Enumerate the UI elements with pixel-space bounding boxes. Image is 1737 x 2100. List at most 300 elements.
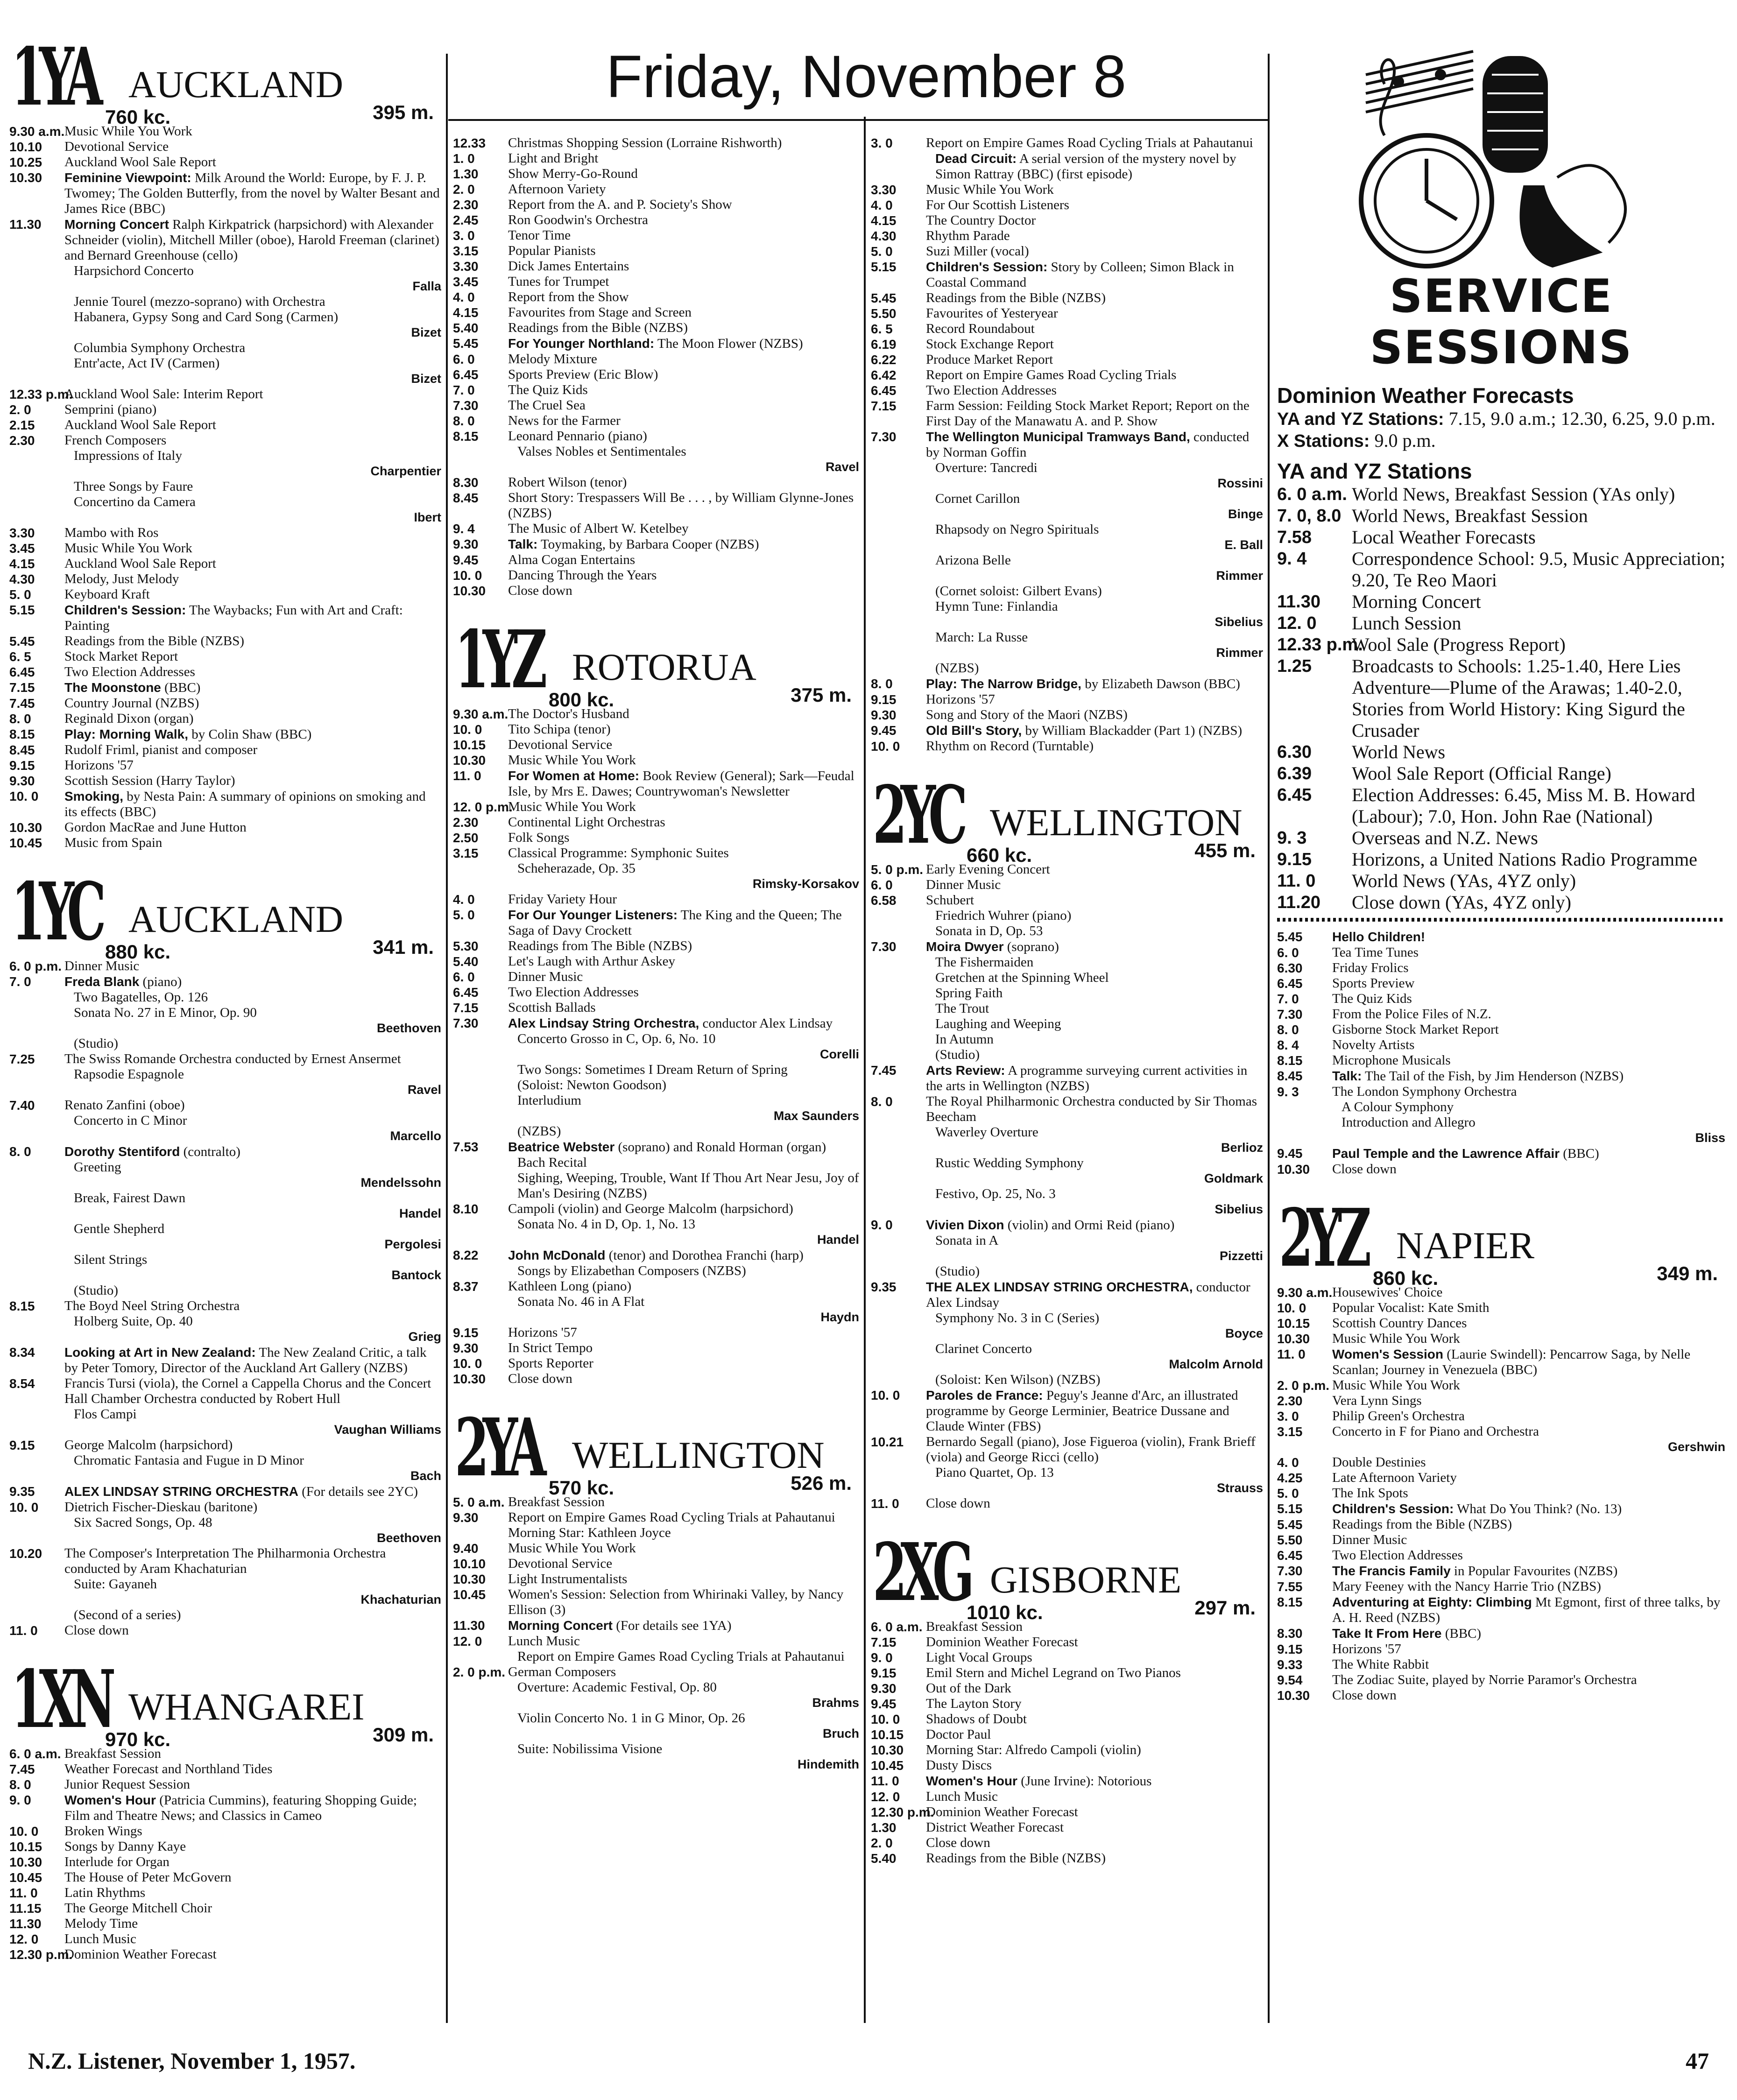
entry-time: 7.15 bbox=[871, 1635, 897, 1649]
programme-entry bbox=[871, 1016, 1263, 1032]
programme-entry bbox=[453, 1062, 859, 1078]
programme-entry bbox=[9, 1098, 441, 1113]
column-4 bbox=[1277, 47, 1725, 1715]
entry-description: Piano Quartet, Op. 13 bbox=[935, 1465, 1054, 1480]
entry-time: 8. 0 bbox=[871, 677, 893, 691]
entry-description: Two Songs: Sometimes I Dream Return of Spring bbox=[517, 1062, 788, 1077]
station-header bbox=[453, 611, 859, 711]
entry-description: George Malcolm (harpsichord) bbox=[64, 1438, 233, 1452]
entry-description: The Swiss Romande Orchestra conducted by Ernest Ansermet bbox=[64, 1051, 401, 1066]
programme-entry bbox=[9, 1777, 441, 1792]
entry-text bbox=[64, 835, 441, 851]
entry-text bbox=[926, 661, 1263, 676]
entry-text bbox=[1332, 1579, 1725, 1594]
programme-entry bbox=[871, 352, 1263, 367]
entry-time: 9.30 bbox=[453, 1341, 479, 1355]
programme-entry bbox=[1277, 1099, 1725, 1115]
station-frequency: 760 kc. bbox=[105, 106, 171, 128]
entry-text bbox=[1332, 1672, 1725, 1688]
entry-description: March: La Russe bbox=[935, 630, 1028, 645]
entry-description: Lunch Music bbox=[64, 1931, 136, 1946]
entry-description: Ron Goodwin's Orchestra bbox=[508, 212, 649, 227]
programme-entry bbox=[453, 737, 859, 753]
entry-composer: Rimmer bbox=[1216, 569, 1263, 583]
programme-entry bbox=[871, 1125, 1263, 1156]
programme-entry bbox=[453, 259, 859, 274]
entry-time: 4. 0 bbox=[1277, 1455, 1299, 1470]
entry-description: Readings from The Bible (NZBS) bbox=[508, 938, 692, 953]
entry-description: (For details see 1YA) bbox=[616, 1618, 732, 1633]
programme-entry bbox=[1277, 1642, 1725, 1657]
entry-description: Music from Spain bbox=[64, 835, 162, 850]
entry-description: Auckland Wool Sale: Interim Report bbox=[64, 387, 263, 402]
service-time: 9. 4 bbox=[1277, 549, 1307, 569]
programme-entry bbox=[9, 1376, 441, 1407]
entry-text bbox=[64, 571, 441, 587]
entry-description: Devotional Service bbox=[508, 737, 613, 752]
entry-text bbox=[508, 320, 859, 336]
entry-description: The Layton Story bbox=[926, 1696, 1022, 1711]
entry-time: 10.30 bbox=[9, 170, 42, 185]
programme-entry bbox=[453, 1634, 859, 1649]
entry-text bbox=[64, 820, 441, 835]
programme-entry bbox=[871, 1264, 1263, 1279]
entry-text bbox=[1332, 1068, 1725, 1084]
entry-text bbox=[508, 938, 859, 954]
entry-time: 5. 0 p.m. bbox=[871, 862, 924, 877]
programme-entry bbox=[871, 259, 1263, 290]
weather-times: 9.0 p.m. bbox=[1374, 430, 1436, 451]
programme-entry bbox=[871, 1835, 1263, 1851]
entry-time: 8.45 bbox=[1277, 1069, 1303, 1083]
entry-text bbox=[64, 1298, 441, 1314]
entry-description: Late Afternoon Variety bbox=[1332, 1470, 1457, 1485]
entry-time: 2.30 bbox=[1277, 1394, 1303, 1408]
station-header bbox=[9, 1650, 441, 1750]
programme-entry bbox=[453, 1587, 859, 1618]
programme-entry bbox=[1277, 929, 1725, 945]
entry-text bbox=[64, 1191, 441, 1206]
programme-entry bbox=[453, 892, 859, 907]
station-header bbox=[1277, 1189, 1725, 1289]
entry-description: Popular Vocalist: Kate Smith bbox=[1332, 1300, 1490, 1315]
entry-time: 8.45 bbox=[9, 743, 35, 757]
entry-description: Hymn Tune: Finlandia bbox=[935, 599, 1058, 614]
entry-description: The London Symphony Orchestra bbox=[1332, 1084, 1517, 1099]
entry-description: Introduction and Allegro bbox=[1342, 1115, 1476, 1130]
entry-composer: Bach bbox=[410, 1469, 441, 1483]
entry-title: Dead Circuit: bbox=[935, 151, 1017, 166]
service-entry bbox=[1277, 870, 1725, 892]
entry-time: 8.15 bbox=[1277, 1595, 1303, 1609]
entry-title: Adventuring at Eighty: Climbing bbox=[1332, 1595, 1532, 1609]
entry-description: Close down bbox=[926, 1496, 990, 1511]
station-wavelength: 341 m. bbox=[373, 936, 434, 958]
programme-entry bbox=[1277, 1037, 1725, 1053]
entry-text bbox=[64, 417, 441, 433]
entry-time: 6. 0 a.m. bbox=[9, 1747, 61, 1761]
entry-description: Dietrich Fischer-Dieskau (baritone) bbox=[64, 1500, 258, 1515]
entry-text bbox=[64, 773, 441, 789]
entry-title: Smoking, bbox=[64, 789, 124, 803]
entry-text bbox=[1332, 1626, 1725, 1642]
service-text: Local Weather Forecasts bbox=[1352, 527, 1536, 548]
entry-description: Rhythm on Record (Turntable) bbox=[926, 739, 1094, 754]
entry-description: (Laurie Swindell): Pencarrow Saga, by Nelle Scanlan; Journey in Venezuela (BBC) bbox=[1332, 1347, 1691, 1377]
entry-description: Breakfast Session bbox=[64, 1746, 161, 1761]
programme-entry bbox=[453, 151, 859, 166]
entry-text bbox=[508, 243, 859, 259]
entry-description: Cornet Carillon bbox=[935, 491, 1020, 506]
programme-entry bbox=[453, 1093, 859, 1124]
programme-entry bbox=[9, 556, 441, 571]
entry-description: Keyboard Kraft bbox=[64, 587, 150, 602]
entry-description: Classical Programme: Symphonic Suites bbox=[508, 846, 729, 860]
entry-text bbox=[926, 213, 1263, 228]
entry-time: 2.30 bbox=[453, 815, 479, 830]
entry-time: 10.15 bbox=[871, 1727, 904, 1742]
entry-description: Sonata in D, Op. 53 bbox=[935, 923, 1043, 938]
entry-time: 9.54 bbox=[1277, 1673, 1303, 1687]
programme-entry bbox=[453, 444, 859, 475]
entry-description: by William Blackadder (Part 1) (NZBS) bbox=[1025, 723, 1243, 738]
entry-text bbox=[508, 1294, 859, 1310]
programme-entry bbox=[1277, 1084, 1725, 1099]
entry-description: Sonata No. 4 in D, Op. 1, No. 13 bbox=[517, 1217, 696, 1232]
programme-entry bbox=[1277, 1501, 1725, 1517]
service-text: Wool Sale (Progress Report) bbox=[1352, 634, 1566, 655]
station-callsign: 2YZ bbox=[1279, 1191, 1365, 1285]
entry-text bbox=[64, 263, 441, 279]
entry-time: 7.30 bbox=[453, 1016, 479, 1030]
entry-time: 2. 0 p.m. bbox=[1277, 1378, 1330, 1393]
service-time: 11.30 bbox=[1277, 592, 1320, 612]
entry-description: Show Merry-Go-Round bbox=[508, 166, 638, 181]
programme-entry bbox=[9, 1901, 441, 1916]
service-time: 12.33 p.m. bbox=[1277, 635, 1363, 655]
entry-description: (Cornet soloist: Gilbert Evans) bbox=[935, 584, 1102, 599]
entry-text bbox=[64, 1947, 441, 1962]
entry-text bbox=[1332, 1424, 1725, 1439]
programme-entry bbox=[871, 707, 1263, 723]
entry-time: 10.45 bbox=[9, 836, 42, 850]
entry-description: Report from the Show bbox=[508, 289, 629, 304]
entry-text bbox=[508, 336, 859, 352]
entry-time: 5.40 bbox=[453, 321, 479, 335]
programme-entry bbox=[9, 1484, 441, 1500]
entry-composer: Rimmer bbox=[1216, 646, 1263, 660]
programme-entry bbox=[453, 243, 859, 259]
entry-description: The Doctor's Husband bbox=[508, 706, 629, 721]
entry-description: Broken Wings bbox=[64, 1824, 142, 1839]
column-2 bbox=[453, 135, 859, 1784]
entry-composer: Beethoven bbox=[376, 1531, 441, 1545]
entry-text bbox=[1332, 960, 1725, 976]
programme-entry bbox=[871, 228, 1263, 244]
programme-entry bbox=[453, 815, 859, 830]
service-entry bbox=[1277, 655, 1725, 741]
entry-title: Dorothy Stentiford bbox=[64, 1144, 180, 1159]
entry-text bbox=[926, 1742, 1263, 1758]
entry-title: Play: Morning Walk, bbox=[64, 727, 188, 741]
entry-description: Favourites from Stage and Screen bbox=[508, 305, 692, 320]
entry-description: The Royal Philharmonic Orchestra conducted by Sir Thomas Beecham bbox=[926, 1094, 1257, 1124]
entry-description: Spring Faith bbox=[935, 986, 1003, 1001]
programme-entry bbox=[871, 1758, 1263, 1773]
programme-entry bbox=[453, 583, 859, 599]
entry-text bbox=[1332, 1393, 1725, 1409]
programme-entry bbox=[871, 923, 1263, 939]
service-time: 6. 0 a.m. bbox=[1277, 485, 1347, 504]
station-frequency: 800 kc. bbox=[549, 689, 614, 711]
entry-time: 4.30 bbox=[9, 572, 35, 586]
entry-description: Housewives' Choice bbox=[1332, 1285, 1443, 1300]
service-entry bbox=[1277, 591, 1725, 613]
entry-description: The Waybacks; Fun with Art and Craft: Painting bbox=[64, 603, 403, 633]
weather-label: X Stations: bbox=[1277, 431, 1370, 451]
entry-time: 10. 0 bbox=[9, 789, 39, 803]
entry-title: The Francis Family bbox=[1332, 1564, 1451, 1578]
programme-entry bbox=[9, 1870, 441, 1885]
entry-composer: Beethoven bbox=[376, 1021, 441, 1035]
entry-text bbox=[508, 475, 859, 490]
programme-entry bbox=[1277, 1146, 1725, 1162]
programme-entry bbox=[9, 571, 441, 587]
entry-time: 5. 0 bbox=[453, 908, 475, 922]
programme-entry bbox=[453, 182, 859, 197]
programme-entry bbox=[1277, 1053, 1725, 1068]
programme-entry bbox=[9, 263, 441, 294]
entry-time: 8.30 bbox=[1277, 1626, 1303, 1641]
entry-text bbox=[508, 552, 859, 568]
weather-heading: Dominion Weather Forecasts bbox=[1277, 383, 1574, 408]
entry-time: 2.30 bbox=[9, 433, 35, 448]
programme-entry bbox=[453, 1510, 859, 1541]
entry-time: 7.25 bbox=[9, 1052, 35, 1066]
entry-text bbox=[64, 1623, 441, 1638]
entry-composer: Rossini bbox=[1217, 476, 1263, 490]
entry-time: 9.30 bbox=[453, 1510, 479, 1525]
station-header bbox=[9, 863, 441, 963]
entry-description: Dancing Through the Years bbox=[508, 568, 657, 583]
entry-text bbox=[64, 789, 441, 820]
entry-text bbox=[64, 541, 441, 556]
entry-time: 10.30 bbox=[453, 1372, 486, 1386]
entry-title: Talk: bbox=[1332, 1069, 1362, 1083]
programme-entry bbox=[453, 1170, 859, 1201]
entry-description: conducted by Norman Goffin bbox=[926, 430, 1250, 460]
entry-time: 5.15 bbox=[871, 260, 897, 274]
entry-composer: Ravel bbox=[825, 460, 859, 474]
entry-text bbox=[64, 1252, 441, 1268]
entry-text bbox=[64, 1931, 441, 1947]
entry-time: 7.55 bbox=[1277, 1579, 1303, 1594]
entry-text bbox=[926, 1465, 1263, 1480]
station-city: WELLINGTON bbox=[990, 801, 1243, 844]
programme-entry bbox=[871, 321, 1263, 337]
entry-text bbox=[64, 587, 441, 602]
station-callsign: 1YZ bbox=[455, 613, 541, 706]
programme-entry bbox=[1277, 960, 1725, 976]
programme-entry bbox=[453, 753, 859, 768]
entry-description: The Boyd Neel String Orchestra bbox=[64, 1298, 240, 1313]
entry-text bbox=[508, 1340, 859, 1356]
programme-entry bbox=[9, 1252, 441, 1283]
entry-time: 10.15 bbox=[9, 1839, 42, 1854]
entry-text bbox=[926, 151, 1263, 182]
programme-entry bbox=[871, 398, 1263, 429]
station-2xg bbox=[871, 1523, 1263, 1866]
service-text: World News, Breakfast Session (YAs only) bbox=[1352, 484, 1675, 505]
entry-text bbox=[1332, 1688, 1725, 1703]
entry-composer: Handel bbox=[817, 1233, 859, 1247]
entry-composer: E. Ball bbox=[1224, 538, 1263, 552]
entry-text bbox=[1332, 1501, 1725, 1517]
service-time: 1.25 bbox=[1277, 656, 1312, 676]
station-1ya bbox=[9, 28, 441, 851]
entry-text bbox=[508, 182, 859, 197]
entry-description: The Country Doctor bbox=[926, 213, 1036, 228]
entry-description: Gisborne Stock Market Report bbox=[1332, 1022, 1499, 1037]
entry-text bbox=[508, 1155, 859, 1170]
service-time: 7. 0, 8.0 bbox=[1277, 506, 1342, 526]
entry-time: 6.45 bbox=[453, 985, 479, 1000]
entry-text bbox=[926, 1727, 1263, 1742]
entry-text bbox=[926, 1712, 1263, 1727]
entry-time: 4.30 bbox=[871, 229, 897, 243]
entry-time: 9.30 bbox=[9, 774, 35, 788]
entry-text bbox=[64, 634, 441, 649]
programme-entry bbox=[871, 306, 1263, 321]
entry-description: Rustic Wedding Symphony bbox=[935, 1156, 1084, 1170]
programme-entry bbox=[1277, 1378, 1725, 1393]
entry-time: 9.33 bbox=[1277, 1657, 1303, 1672]
entry-description: The Moon Flower (NZBS) bbox=[657, 336, 803, 351]
entry-text bbox=[926, 599, 1263, 614]
programme-entry bbox=[1277, 945, 1725, 960]
entry-title: THE ALEX LINDSAY STRING ORCHESTRA, bbox=[926, 1280, 1193, 1294]
entry-text bbox=[926, 1279, 1263, 1311]
entry-title: Paroles de France: bbox=[926, 1388, 1043, 1402]
entry-text bbox=[64, 1885, 441, 1901]
entry-description: Chromatic Fantasia and Fugue in D Minor bbox=[74, 1453, 304, 1468]
entry-text bbox=[64, 494, 441, 510]
entry-text bbox=[64, 1067, 441, 1082]
entry-time: 6.45 bbox=[9, 665, 35, 679]
programme-entry bbox=[871, 1279, 1263, 1311]
entry-composer: Bizet bbox=[411, 325, 441, 339]
entry-text bbox=[64, 974, 441, 990]
station-wavelength: 526 m. bbox=[791, 1472, 852, 1494]
entry-time: 5.50 bbox=[871, 306, 897, 321]
programme-entry bbox=[453, 907, 859, 938]
entry-time: 10.20 bbox=[9, 1546, 42, 1561]
entry-text bbox=[64, 1438, 441, 1453]
programme-entry bbox=[453, 954, 859, 969]
service-text: Overseas and N.Z. News bbox=[1352, 827, 1538, 848]
entry-text bbox=[926, 352, 1263, 367]
programme-entry bbox=[9, 1854, 441, 1870]
entry-text bbox=[1332, 1053, 1725, 1068]
entry-text bbox=[64, 556, 441, 571]
entry-title: Women's Hour bbox=[64, 1793, 156, 1807]
entry-composer: Boyce bbox=[1225, 1326, 1263, 1340]
entry-title: For Our Younger Listeners: bbox=[508, 908, 678, 922]
entry-description: Horizons '57 bbox=[926, 692, 995, 707]
entry-time: 5.45 bbox=[9, 634, 35, 648]
programme-entry bbox=[871, 1650, 1263, 1665]
entry-description: Greeting bbox=[74, 1160, 121, 1175]
entry-time: 6. 0 bbox=[871, 878, 893, 892]
entry-title: Alex Lindsay String Orchestra, bbox=[508, 1016, 699, 1030]
entry-text bbox=[64, 1453, 441, 1468]
entry-text bbox=[64, 1792, 441, 1824]
entry-description: Folk Songs bbox=[508, 830, 570, 845]
entry-text bbox=[64, 1839, 441, 1854]
entry-description: Leonard Pennario (piano) bbox=[508, 429, 647, 444]
entry-description: Harpsichord Concerto bbox=[74, 263, 194, 278]
service-text: World News bbox=[1352, 741, 1446, 762]
programme-entry bbox=[453, 830, 859, 846]
programme-entry bbox=[453, 367, 859, 382]
entry-time: 10.30 bbox=[453, 1572, 486, 1586]
entry-description: A serial version of the mystery novel by Simon Rattray (BBC) (first episode) bbox=[935, 151, 1236, 182]
entry-composer: Corelli bbox=[819, 1047, 859, 1061]
entry-time: 6.45 bbox=[871, 383, 897, 398]
entry-time: 9.35 bbox=[9, 1484, 35, 1499]
entry-description: Stock Market Report bbox=[64, 649, 178, 664]
programme-entry bbox=[9, 726, 441, 742]
entry-text bbox=[508, 1510, 859, 1541]
entry-description: Horizons '57 bbox=[64, 758, 134, 773]
entry-description: A Colour Symphony bbox=[1342, 1099, 1454, 1114]
service-time: 6.39 bbox=[1277, 764, 1312, 783]
entry-description: conductor Alex Lindsay bbox=[926, 1280, 1250, 1310]
programme-entry bbox=[9, 1345, 441, 1376]
programme-entry bbox=[9, 974, 441, 990]
entry-description: Francis Tursi (viola), the Cornel a Cappella Chorus and the Concert Hall Chamber Orchestra conducted by Robert Hull bbox=[64, 1376, 431, 1406]
programme-entry bbox=[453, 969, 859, 985]
entry-text bbox=[926, 1773, 1263, 1789]
entry-description: Interlude for Organ bbox=[64, 1854, 169, 1869]
entry-description: The House of Peter McGovern bbox=[64, 1870, 232, 1885]
entry-time: 2. 0 bbox=[871, 1836, 893, 1850]
entry-text bbox=[508, 289, 859, 305]
programme-entry bbox=[453, 166, 859, 182]
entry-description: Dominion Weather Forecast bbox=[64, 1947, 217, 1962]
programme-entry bbox=[1277, 976, 1725, 991]
programme-entry bbox=[453, 1139, 859, 1155]
programme-entry bbox=[871, 1742, 1263, 1758]
entry-description: In Autumn bbox=[935, 1032, 994, 1047]
programme-entry bbox=[453, 429, 859, 444]
entry-text bbox=[508, 737, 859, 753]
entry-description: Two Bagatelles, Op. 126 bbox=[74, 990, 208, 1005]
entry-text bbox=[64, 402, 441, 417]
entry-description: (Patricia Cummins), featuring Shopping Guide; Film and Theatre News; and Classics in Cameo bbox=[64, 1793, 417, 1823]
yayz-list bbox=[1277, 484, 1725, 913]
entry-text bbox=[64, 958, 441, 974]
programme-entry bbox=[1277, 1579, 1725, 1594]
station-2ya bbox=[453, 1399, 859, 1772]
entry-description: by Colin Shaw (BBC) bbox=[191, 727, 312, 742]
entry-description: Sports Preview bbox=[1332, 976, 1415, 991]
entry-text bbox=[64, 1484, 441, 1500]
entry-title: Feminine Viewpoint: bbox=[64, 170, 191, 185]
entry-time: 2. 0 bbox=[9, 402, 31, 417]
entry-description: Music While You Work bbox=[508, 1541, 636, 1556]
entry-time: 10. 0 bbox=[1277, 1301, 1306, 1315]
